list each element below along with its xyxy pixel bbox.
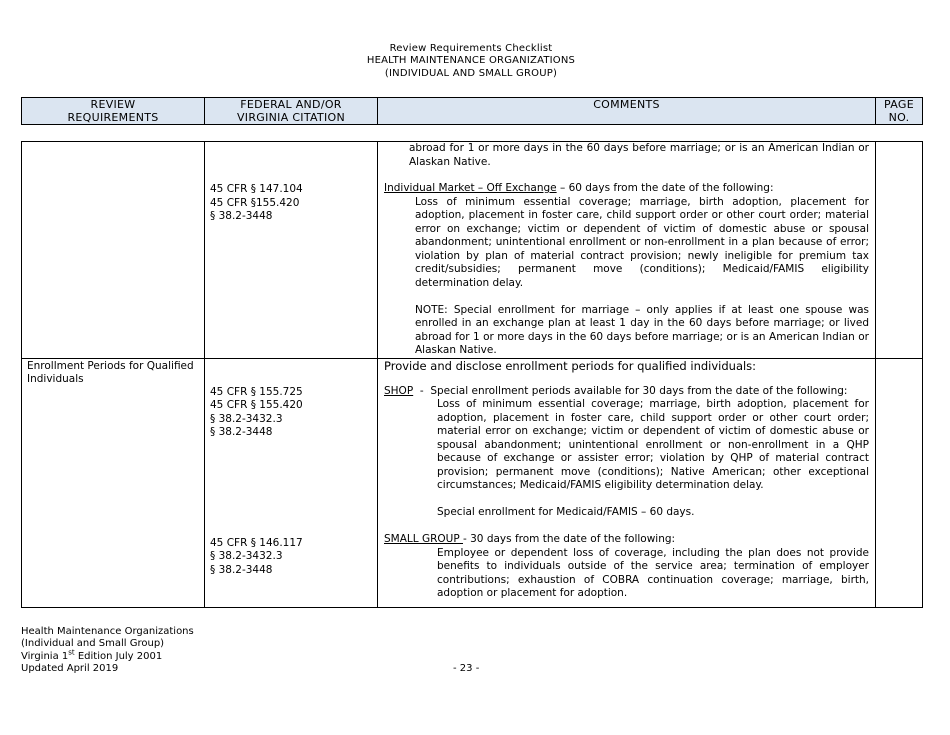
citation-cell <box>205 142 378 359</box>
page-number: - 23 - <box>453 663 480 674</box>
column-header-citation <box>205 98 378 125</box>
market-heading: Individual Market – Off Exchange <box>384 182 557 194</box>
footer-edition-a: Virginia 1 <box>21 651 69 662</box>
column-header-comments: COMMENTS <box>378 98 876 125</box>
footer-edition-sup: st <box>68 648 75 657</box>
market-body: Loss of minimum essential coverage; marriage, birth adoption, placement for adoption, placement in foster care, child support order or other court order; material error on exchange; victim or dependent of victim of domestic abuse or spousal abandonment; unintentional enrollment or non-enrollment in a plan because of error; violation by plan of material contract provision; newly ineligible for premium tax credit/subsidies; permanent move (conditions); Medicaid/FAMIS eligibility determination delay. <box>415 195 869 289</box>
requirement-cell <box>22 358 205 607</box>
citation-line: 45 CFR § 155.420 <box>210 399 303 411</box>
column-header-page-line2: NO. <box>888 111 910 124</box>
column-header-citation-line2: VIRGINIA CITATION <box>236 111 346 124</box>
column-header-page-line1: PAGE <box>884 98 914 111</box>
footer-line2: (Individual and Small Group) <box>21 638 165 649</box>
requirement-text: Enrollment Periods for Qualified Individuals <box>27 359 194 385</box>
comments-cell <box>378 142 876 359</box>
shop-medicaid: Special enrollment for Medicaid/FAMIS – 60 days. <box>437 506 695 518</box>
shop-heading: SHOP <box>384 384 414 397</box>
document-subtitle: HEALTH MAINTENANCE ORGANIZATIONS <box>366 55 576 66</box>
market-heading-line <box>384 182 869 196</box>
column-header-citation-line1: FEDERAL AND/OR <box>240 98 342 111</box>
citation-line: 45 CFR § 147.104 <box>210 183 303 195</box>
citation-line: § 38.2-3448 <box>210 426 273 438</box>
shop-intro: Special enrollment periods available for 30 days from the date of the following: <box>430 384 848 397</box>
shop-dash: - <box>413 384 431 397</box>
checklist-table <box>21 141 923 608</box>
small-group-body: Employee or dependent loss of coverage, including the plan does not provide benefits to individuals outside of the service area; termination of employer contributions; exhaustion of COBRA continuation coverage; marriage, birth, adoption or placement for adoption. <box>437 546 869 599</box>
table-row <box>22 142 923 359</box>
citation-line: 45 CFR §155.420 <box>210 196 300 209</box>
footer-line1: Health Maintenance Organizations <box>21 626 194 637</box>
footer-updated: Updated April 2019 <box>21 663 119 674</box>
column-header-review-line2: REQUIREMENTS <box>67 111 159 124</box>
shop-heading-line <box>384 385 869 399</box>
small-group-intro: - 30 days from the date of the following: <box>463 533 676 545</box>
footer-edition <box>21 648 163 664</box>
table-row <box>22 358 923 607</box>
requirement-cell <box>22 142 205 359</box>
citation-line: § 38.2-3448 <box>210 563 273 576</box>
enrollment-lead: Provide and disclose enrollment periods for qualified individuals: <box>384 358 757 373</box>
citation-line: 45 CFR § 146.117 <box>210 536 303 549</box>
column-header-review-line1: REVIEW <box>90 98 136 111</box>
small-group-heading: SMALL GROUP <box>384 533 463 545</box>
citation-line: § 38.2-3432.3 <box>210 550 283 562</box>
column-header-review <box>22 98 205 125</box>
document-title: Review Requirements Checklist <box>389 43 553 54</box>
citation-line: 45 CFR § 155.725 <box>210 385 303 398</box>
market-heading-tail: – 60 days from the date of the following: <box>556 182 774 194</box>
document-subtitle-scope: (INDIVIDUAL AND SMALL GROUP) <box>384 68 558 79</box>
citation-line: § 38.2-3448 <box>210 210 273 222</box>
page-cell <box>876 358 923 607</box>
column-header-table <box>21 97 923 125</box>
page-cell <box>876 142 923 359</box>
small-group-heading-line <box>384 533 869 547</box>
citation-line: § 38.2-3432.3 <box>210 412 283 425</box>
shop-body: Loss of minimum essential coverage; marriage, birth adoption, placement for adoption, placement in foster care, child support order or other court order; material error on exchange; victim or dependent of victim of domestic abuse or spousal abandonment; unintentional enrollment or non-enrollment in a QHP because of exchange or assister error; violation by QHP of material contract provision; permanent move (conditions); Native American; other exceptional circumstances; Medicaid/FAMIS eligibility determination delay. <box>437 398 869 491</box>
footer-edition-b: Edition July 2001 <box>74 651 163 662</box>
comments-cell <box>378 358 876 607</box>
citation-cell <box>205 358 378 607</box>
marriage-note: NOTE: Special enrollment for marriage – only applies if at least one spouse was enrolled in an exchange plan at least 1 day in the 60 days before marriage; or lived abroad for 1 or more days in the 60 days before marriage; or is an American Indian or Alaskan Native. <box>415 303 869 356</box>
continued-note: abroad for 1 or more days in the 60 days before marriage; or is an American Indian or Alaskan Native. <box>409 142 869 168</box>
column-header-page <box>876 98 923 125</box>
